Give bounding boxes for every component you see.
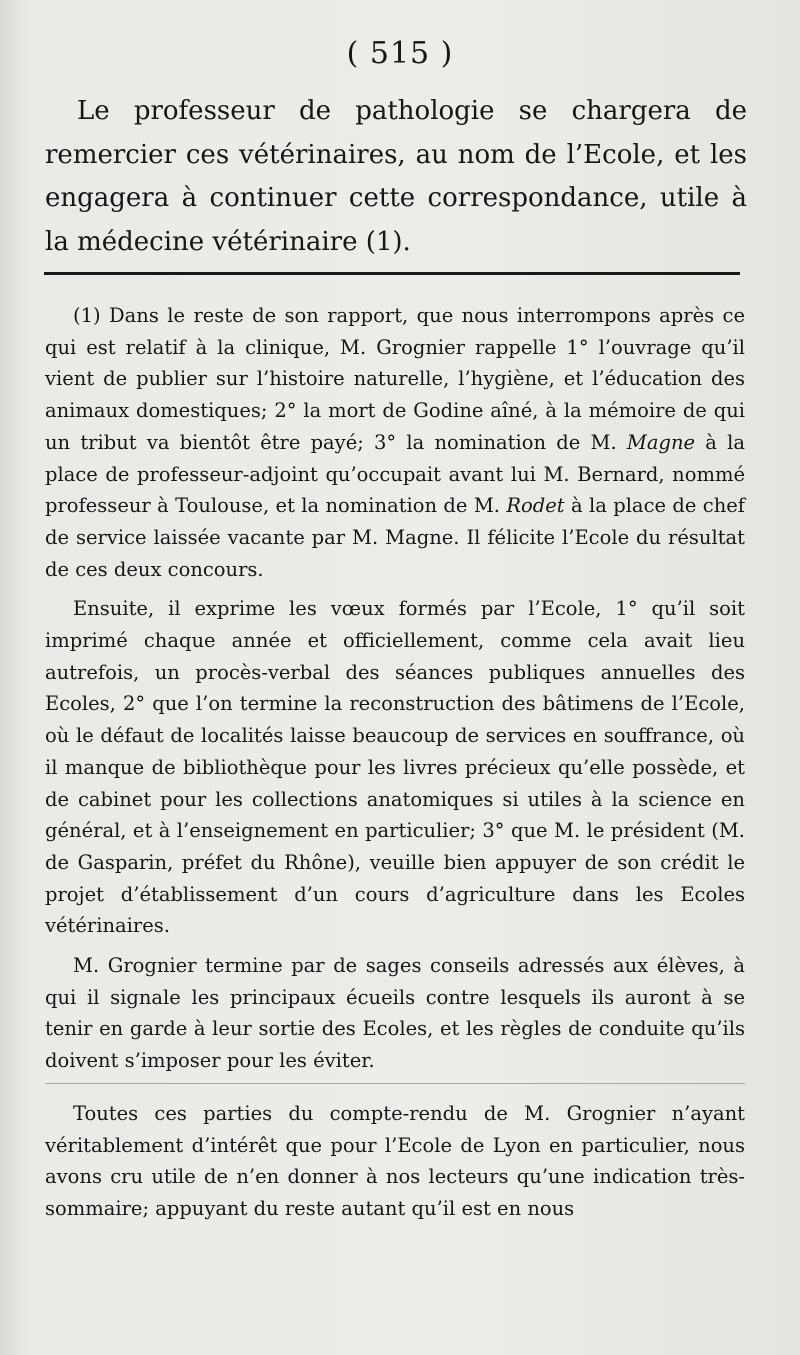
name-rodet: Rodet <box>506 494 565 518</box>
footnote-paragraph-2: Ensuite, il exprime les vœux formés par l’Ecole, 1° qu’il soit imprimé chaque année et officiellement, comme cela avait lieu autrefois, un procès-verbal des séances publiques annuelles des Ecoles, 2° que l’on termine la reconstruction des bâtimens de l’Ecole, où le défaut de localités laisse beaucoup de services en souffrance, où il manque de bibliothèque pour les livres précieux qu’elle possède, et de cabinet pour les collections anatomiques si utiles à la science en général, et à l’enseignement en particulier; 3° que M. le président (M. de Gasparin, préfet du Rhône), veuille bien appuyer de son crédit le projet d’établissement d’un cours d’agriculture dans les Ecoles vétérinaires. <box>45 597 745 938</box>
paragraph-divider-line <box>45 1083 745 1084</box>
main-paragraph: Le professeur de pathologie se chargera de remercier ces vétérinaires, au nom de l’Ecole, et les engagera à continuer cette correspondance, utile à la médecine vétérinaire (1). <box>45 96 747 257</box>
footnote-paragraph-3: M. Grognier termine par de sages conseils adressés aux élèves, à qui il signale les principaux écueils contre lesquels ils auront à se tenir en garde à leur sortie des Ecoles, et les règles de conduite qu’ils doivent s’imposer pour les éviter. <box>45 954 745 1073</box>
name-magne: Magne <box>626 430 696 454</box>
footnote-p1-text-b: à la place de professeur-adjoint qu’occupait avant lui M. Bernard, nommé professeur à Toulouse, et la nomination de M. <box>45 430 745 518</box>
footnote-paragraph-4: Toutes ces parties du compte-rendu de M. Grognier n’ayant véritablement d’intérêt que pour l’Ecole de Lyon en particulier, nous avons cru utile de n’en donner à nos lecteurs qu’une indication très-sommaire; appuyant du reste autant qu’il est en nous <box>45 1101 745 1220</box>
page-number: ( 515 ) <box>346 36 454 71</box>
footnote-p1-text-a: (1) Dans le reste de son rapport, que nous interrompons après ce qui est relatif à la clinique, M. Grognier rappelle 1° l’ouvrage qu’il vient de publier sur l’histoire naturelle, l’hygiène, et l’éducation des animaux domestiques; 2° la mort de Godine aîné, à la mémoire de qui un tribut va bientôt être payé; 3° la nomination de M. <box>45 304 745 454</box>
footnote-separator-rule <box>44 272 740 275</box>
footnote-block <box>45 300 745 1225</box>
footnote-p1-text-c: à la place de chef de service laissée vacante par M. Magne. Il félicite l’Ecole du résultat de ces deux concours. <box>45 494 746 581</box>
footnote-paragraph-1 <box>45 300 745 585</box>
